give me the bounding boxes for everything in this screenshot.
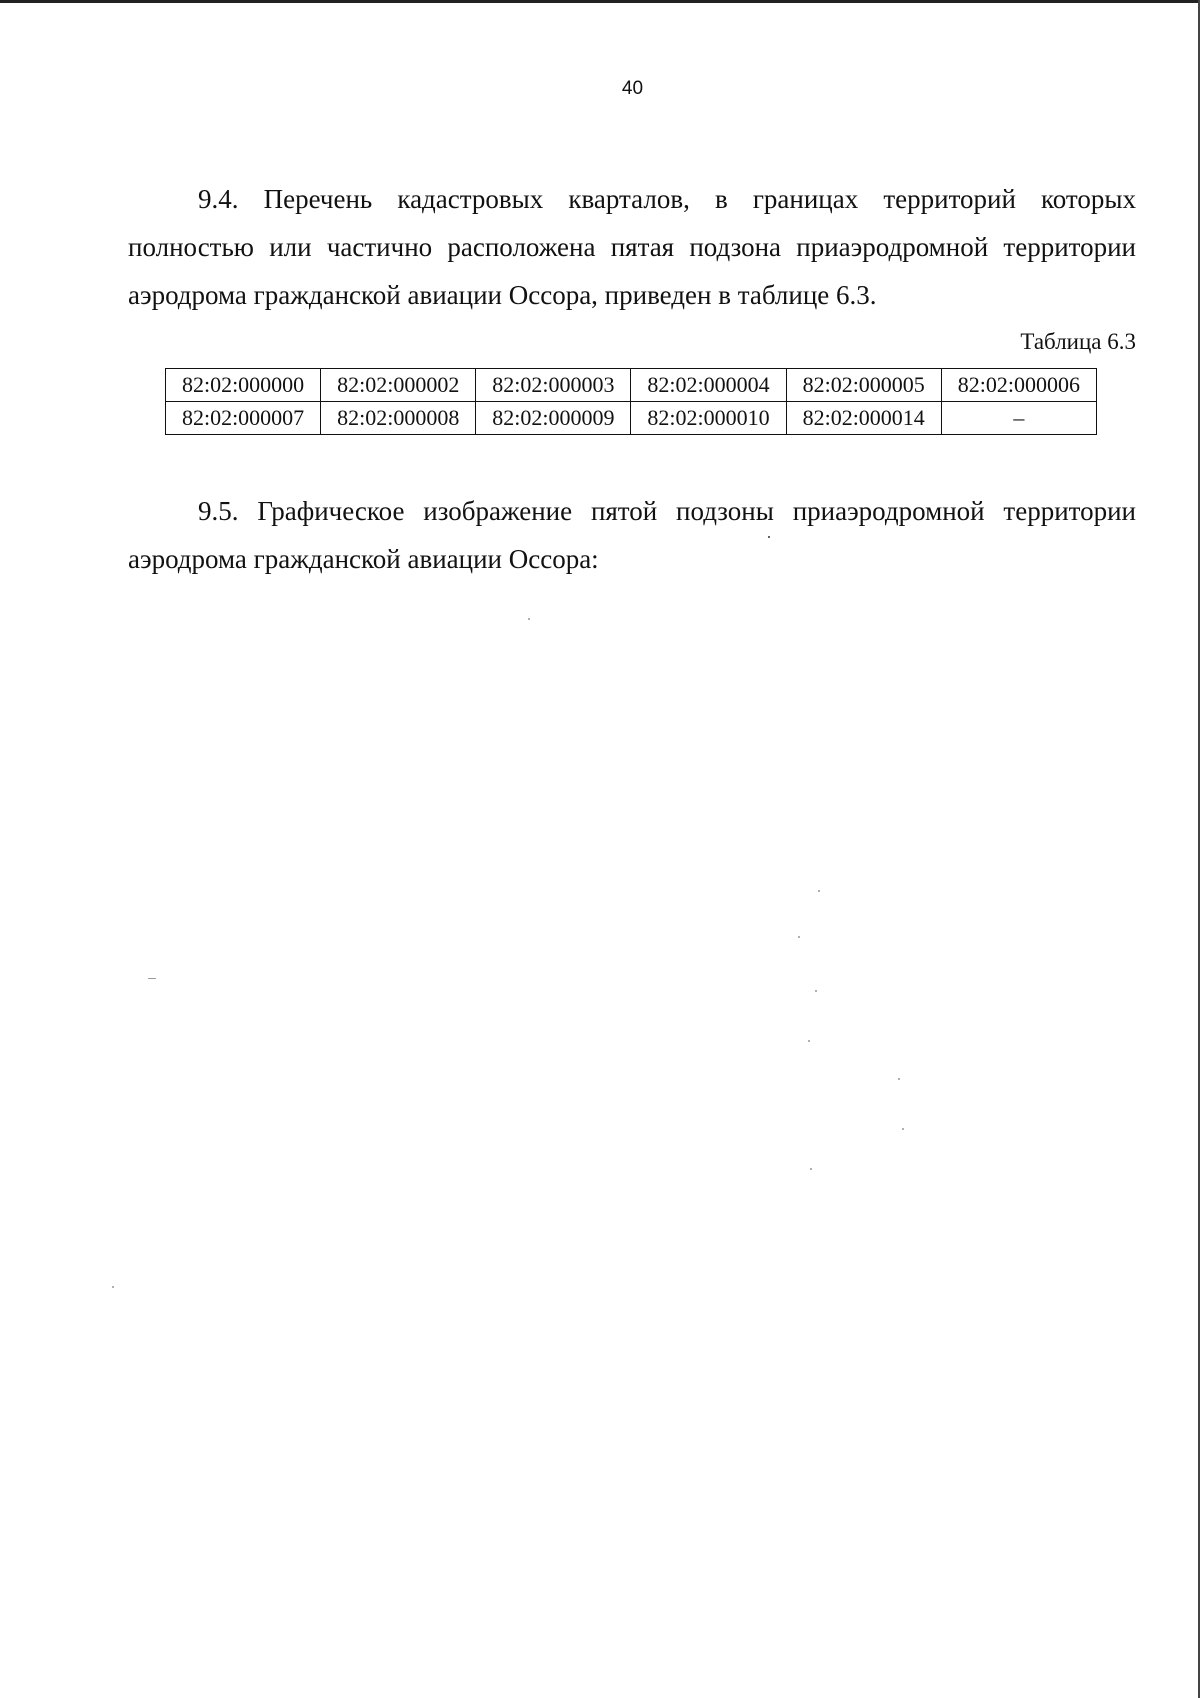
scan-top-edge [0, 0, 1200, 3]
table-cell: 82:02:000008 [321, 402, 476, 435]
table-cell: 82:02:000009 [476, 402, 631, 435]
paragraph-9-5 [128, 487, 1136, 583]
paragraph-9-5-number: 9.5. [198, 496, 239, 526]
table-cell: 82:02:000010 [631, 402, 786, 435]
table-cell: – [941, 402, 1096, 435]
scan-speck [148, 978, 156, 979]
table-caption: Таблица 6.3 [1020, 329, 1136, 354]
scan-speck [768, 536, 770, 538]
scan-speck [902, 1128, 904, 1130]
scan-speck [818, 890, 820, 892]
scan-speck [898, 1078, 900, 1080]
paragraph-9-4-text: Перечень кадастровых кварталов, в границах территорий которых полностью или частично расположена пятая подзона приаэродромной территории аэродрома гражданской авиации Оссора, приведен в таблице 6.3. [128, 184, 1137, 310]
scan-speck [810, 1168, 812, 1170]
scan-speck [528, 618, 530, 620]
paragraph-9-5-text: Графическое изображение пятой подзоны приаэродромной территории аэродрома гражданской авиации Оссора: [128, 496, 1136, 574]
table-row [166, 369, 1097, 402]
page-number: 40 [621, 78, 644, 99]
cadastral-quarters-table [165, 368, 1097, 435]
table-row [166, 402, 1097, 435]
scan-speck [808, 1040, 810, 1042]
table-cell: 82:02:000006 [941, 369, 1096, 402]
paragraph-9-4 [128, 175, 1136, 319]
scan-speck [112, 1286, 114, 1288]
table-cell: 82:02:000000 [166, 369, 321, 402]
table-cell: 82:02:000014 [786, 402, 941, 435]
table-cell: 82:02:000002 [321, 369, 476, 402]
scan-speck [798, 936, 800, 938]
table-cell: 82:02:000003 [476, 369, 631, 402]
paragraph-9-4-number: 9.4. [198, 184, 239, 214]
scan-speck [815, 990, 817, 992]
table-cell: 82:02:000004 [631, 369, 786, 402]
table-cell: 82:02:000007 [166, 402, 321, 435]
table-cell: 82:02:000005 [786, 369, 941, 402]
